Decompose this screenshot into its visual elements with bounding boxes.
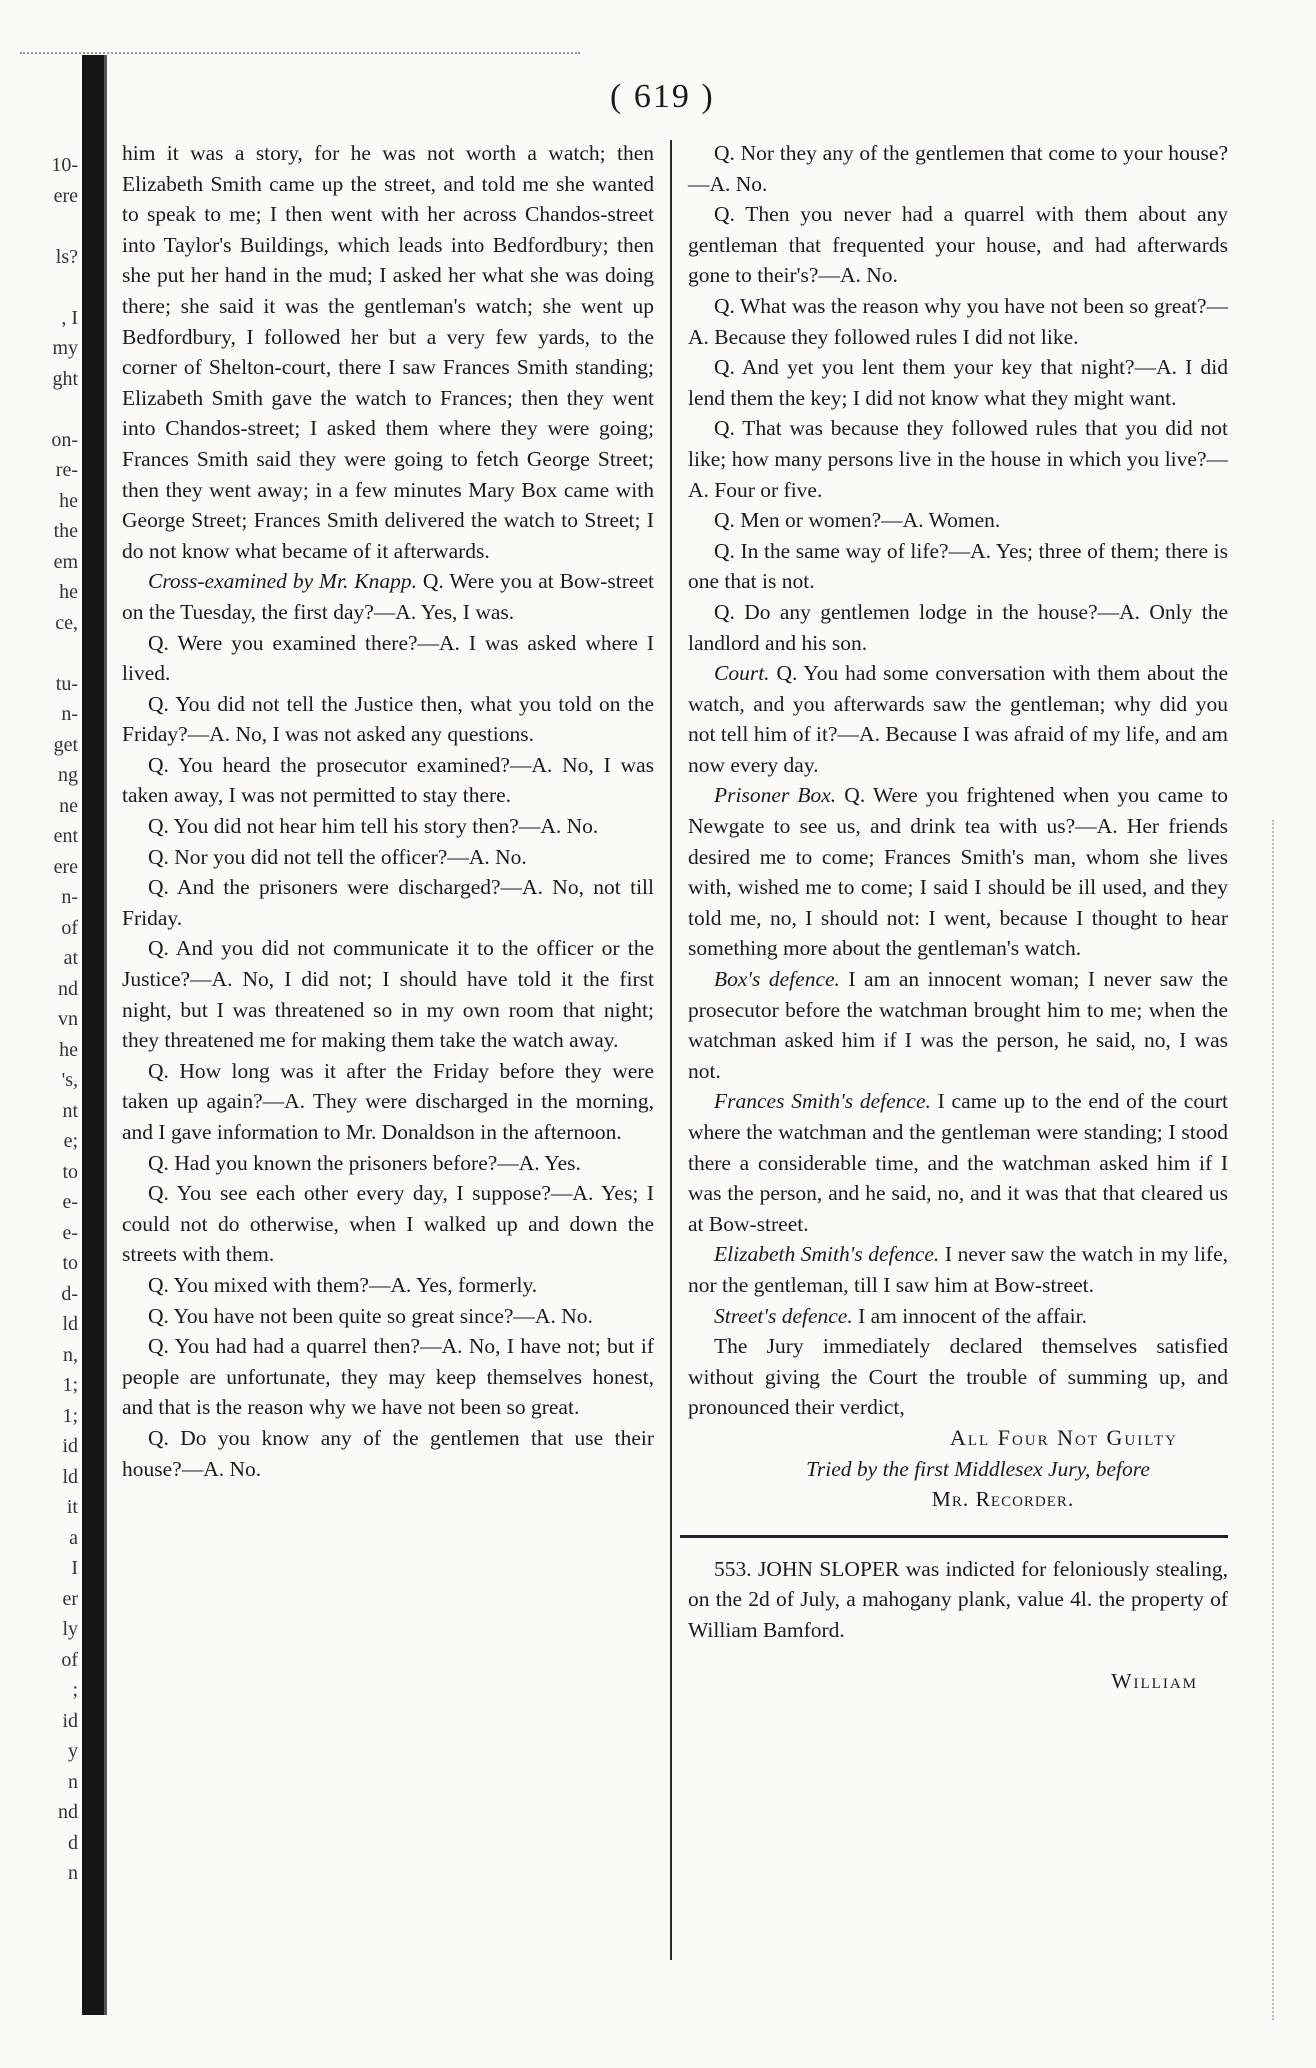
left-paragraph-text: Q. You mixed with them?—A. Yes, formerly. — [148, 1272, 538, 1297]
bleed-fragment: it — [66, 1496, 78, 1518]
bleed-fragment: ls? — [55, 245, 78, 268]
bleed-fragment: e- — [62, 1191, 78, 1213]
left-paragraph-text: Q. You did not hear him tell his story then?—A. No. — [148, 814, 599, 839]
bleed-fragment: id — [62, 1709, 78, 1732]
bleed-fragment: ent — [53, 825, 78, 847]
left-paragraph-text: Q. You did not tell the Justice then, what you told on the Friday?—A. No, I was not asked any questions. — [122, 691, 654, 747]
bleed-fragment: a — [69, 1526, 78, 1549]
right-paragraph — [688, 291, 1228, 352]
column-divider — [670, 140, 672, 1960]
left-paragraph-text: Q. Had you known the prisoners before?—A. Yes. — [148, 1150, 581, 1175]
right-paragraph — [688, 1331, 1228, 1423]
bleed-fragment: 10- — [51, 154, 78, 176]
bleed-fragment: 1; — [62, 1404, 78, 1427]
right-paragraph-text: I never saw the watch in my life, nor the gentleman, till I saw him at Bow-street. — [688, 1242, 1229, 1297]
bleed-fragment: 1; — [62, 1374, 78, 1396]
bleed-fragment: he — [59, 1038, 78, 1061]
bleed-through-margin — [22, 150, 78, 1889]
left-paragraph — [122, 933, 654, 1055]
bleed-fragment: n, — [63, 1343, 78, 1366]
left-paragraph — [122, 842, 654, 873]
book-spine-shadow — [82, 55, 104, 2015]
left-paragraph-text: Q. You see each other every day, I suppose?—A. Yes; I could not do otherwise, when I walked up and down the streets with them. — [122, 1181, 654, 1267]
left-paragraph-text: him it was a story, for he was not worth a watch; then Elizabeth Smith came up the street, and told me she wanted to speak to me; I then went with her across Chandos-street into Taylor's Buildings, which leads into Bedfordbury; then she put her hand in the mud; I asked her what she was doing there; she said it was the gentleman's watch; she went up Bedfordbury, I followed her but a very few yards, to the corner of Shelton-court, there I saw Frances Smith standing; Elizabeth Smith gave the watch to Frances; then they went into Chandos-street; I asked them where they were going; Frances Smith said they were going to fetch George Street; then they went away; in a few minutes Mary Box came with George Street; Frances Smith delivered the watch to Street; I do not know what became of it afterwards. — [122, 141, 654, 563]
bleed-fragment — [22, 272, 78, 303]
bleed-fragment: at — [63, 947, 78, 969]
right-paragraph-text: I am an innocent woman; I never saw the prosecutor before the watchman brought him to me; when the watchman asked him if I was the person, he said, no, I was not. — [688, 967, 1228, 1083]
book-spine-edge — [104, 55, 107, 2015]
right-paragraph — [688, 1239, 1228, 1300]
bleed-fragment: ; — [72, 1679, 78, 1701]
left-paragraph-text: Q. And you did not communicate it to the officer or the Justice?—A. No, I did not; I should have told it the first night, but I was threatened so in my own room that night; they threatened me for making them take the watch away. — [122, 936, 654, 1053]
right-speaker-lead: Frances Smith's defence. — [714, 1089, 931, 1114]
right-paragraph-text: Q. What was the reason why you have not been so great?—A. Because they followed rules I did not like. — [688, 293, 1228, 349]
bleed-fragment: d- — [61, 1282, 78, 1305]
left-column — [122, 138, 654, 1484]
page-number: ( 619 ) — [610, 78, 715, 115]
left-paragraph — [122, 689, 654, 750]
bleed-fragment: ere — [53, 184, 78, 207]
recorder-text: Mr. Recorder. — [931, 1487, 1075, 1512]
bleed-fragment: nd — [58, 977, 78, 1000]
left-paragraph — [122, 1423, 654, 1484]
bleed-fragment: n- — [61, 703, 78, 725]
right-paragraph-text: Q. Do any gentlemen lodge in the house?—A. Only the landlord and his son. — [688, 599, 1228, 655]
bleed-fragment: I — [71, 1557, 78, 1579]
bleed-fragment: nd — [58, 1801, 78, 1823]
right-column-paragraphs — [688, 138, 1228, 1423]
right-paragraph-text: Q. Then you never had a quarrel with them about any gentleman that frequented your house, and had afterwards gone to their's?—A. No. — [688, 202, 1228, 288]
bleed-fragment: ng — [58, 764, 78, 786]
left-paragraph-text: Q. How long was it after the Friday before they were taken up again?—A. They were discharged in the morning, and I gave information to Mr. Donaldson in the afternoon. — [122, 1058, 654, 1144]
bleed-fragment — [22, 638, 78, 669]
scan-noise-right — [1272, 820, 1284, 2020]
right-paragraph — [688, 536, 1228, 597]
tried-by: Tried by the first Middlesex Jury, before — [806, 1456, 1150, 1481]
bleed-fragment: n — [68, 1770, 78, 1793]
left-paragraph-text: Q. You had had a quarrel then?—A. No, I have not; but if people are unfortunate, they may keep themselves honest, and that is the reason why we have not been so great. — [122, 1334, 654, 1420]
bleed-fragment: er — [62, 1587, 78, 1610]
left-paragraph-text: Q. You heard the prosecutor examined?—A. No, I was taken away, I was not permitted to stay there. — [122, 752, 654, 808]
bleed-fragment: ld — [62, 1313, 78, 1335]
left-paragraph — [122, 750, 654, 811]
right-speaker-lead: Street's defence. — [714, 1303, 853, 1328]
bleed-fragment: d — [68, 1831, 78, 1854]
bleed-fragment — [22, 394, 78, 425]
bleed-fragment: ne — [59, 794, 78, 817]
bleed-fragment: my — [52, 337, 78, 359]
left-paragraph-text: Q. Do you know any of the gentlemen that use their house?—A. No. — [122, 1425, 654, 1481]
right-paragraph — [688, 964, 1228, 1086]
right-paragraph — [688, 658, 1228, 780]
bleed-fragment: ld — [62, 1465, 78, 1488]
bleed-fragment: ere — [53, 855, 78, 878]
bleed-fragment: tu- — [55, 672, 78, 695]
left-paragraph — [122, 872, 654, 933]
right-paragraph-text: Q. You had some conversation with them about the watch, and you afterwards saw the gentleman; why did you not tell him of it?—A. Because I was afraid of my life, and am now every day. — [688, 661, 1228, 777]
bleed-fragment: the — [53, 520, 78, 542]
bleed-fragment: ght — [52, 367, 78, 390]
right-column — [688, 138, 1228, 1696]
left-paragraph — [122, 628, 654, 689]
right-paragraph-text: Q. Men or women?—A. Women. — [714, 508, 1001, 533]
right-paragraph — [688, 1086, 1228, 1239]
left-paragraph — [122, 1148, 654, 1179]
left-paragraph — [122, 566, 654, 627]
right-paragraph — [688, 352, 1228, 413]
case-divider-rule — [680, 1535, 1228, 1538]
bleed-fragment: nt — [62, 1099, 78, 1122]
bleed-fragment: e; — [63, 1130, 78, 1152]
bleed-fragment: get — [53, 733, 78, 756]
right-paragraph-text: Q. That was because they followed rules that you did not like; how many persons live in the house in which you live?—A. Four or five. — [688, 416, 1228, 502]
right-speaker-lead: Court. — [714, 661, 770, 686]
bleed-fragment: e- — [62, 1221, 78, 1244]
catchword: William — [1111, 1668, 1198, 1693]
bleed-fragment: on- — [51, 428, 78, 451]
next-case-heading: 553. JOHN SLOPER was indicted for feloniously stealing, on the 2d of July, a mahogany plank, value 4l. the property of William Bamford. — [688, 1556, 1228, 1642]
left-paragraph-text: Q. Were you examined there?—A. I was asked where I lived. — [122, 630, 654, 686]
right-paragraph — [688, 780, 1228, 964]
left-paragraph — [122, 811, 654, 842]
right-paragraph-text: I came up to the end of the court where the watchman and the gentleman were standing; I stood there a considerable time, and the watchman asked him if I was the person, and he said, no, and it was that that cleared us at Bow-street. — [688, 1089, 1228, 1236]
bleed-fragment: of — [61, 916, 78, 939]
right-paragraph-text: Q. In the same way of life?—A. Yes; three of them; there is one that is not. — [688, 538, 1228, 594]
left-paragraph-text: Q. And the prisoners were discharged?—A. No, not till Friday. — [122, 875, 654, 930]
left-paragraph-text: Q. Were you at Bow-street on the Tuesday, the first day?—A. Yes, I was. — [122, 569, 654, 624]
right-paragraph — [688, 505, 1228, 536]
bleed-fragment: n — [68, 1862, 78, 1884]
bleed-fragment: to — [62, 1252, 78, 1274]
bleed-fragment: em — [53, 550, 78, 573]
right-speaker-lead: Box's defence. — [714, 967, 840, 992]
left-paragraph — [122, 1178, 654, 1270]
bleed-fragment — [22, 211, 78, 242]
bleed-fragment: n- — [61, 886, 78, 908]
recorder — [688, 1484, 1228, 1515]
bleed-fragment: , I — [61, 306, 78, 329]
left-paragraph-text: Q. You have not been quite so great since?—A. No. — [148, 1303, 593, 1328]
bleed-fragment: ce, — [55, 611, 78, 634]
left-speaker-lead: Cross-examined by Mr. Knapp. — [148, 569, 417, 594]
left-paragraph — [122, 1270, 654, 1301]
bleed-fragment: to — [62, 1160, 78, 1183]
right-paragraph-text: I am innocent of the affair. — [852, 1303, 1087, 1328]
right-paragraph-text: Q. And yet you lent them your key that night?—A. I did lend them the key; I did not know what they might want. — [688, 355, 1228, 410]
verdict: All Four Not Guilty — [950, 1424, 1178, 1450]
right-paragraph-text: Q. Were you frightened when you came to Newgate to see us, and drink tea with us?—A. Her friends desired me to come; Frances Smith's man, whom she lives with, wished me to come; I said I should be ill used, and they told me, no, I should not: I went, because I thought to hear something more about the gentleman's watch. — [688, 783, 1228, 961]
bleed-fragment: 's, — [61, 1069, 78, 1091]
left-paragraph-text: Q. Nor you did not tell the officer?—A. No. — [148, 844, 527, 869]
bleed-fragment: he — [59, 489, 78, 512]
right-paragraph-text: Q. Nor they any of the gentlemen that come to your house?—A. No. — [688, 141, 1228, 196]
right-paragraph — [688, 597, 1228, 658]
right-speaker-lead: Elizabeth Smith's defence. — [714, 1242, 940, 1267]
bleed-fragment: vn — [58, 1008, 78, 1030]
bleed-fragment: re- — [55, 459, 78, 481]
right-paragraph — [688, 138, 1228, 199]
bleed-fragment: id — [62, 1435, 78, 1457]
bleed-fragment: ly — [62, 1618, 78, 1640]
right-paragraph — [688, 413, 1228, 505]
left-paragraph — [122, 138, 654, 566]
left-paragraph — [122, 1301, 654, 1332]
right-paragraph-text: The Jury immediately declared themselves satisfied without giving the Court the trouble of summing up, and pronounced their verdict, — [688, 1334, 1228, 1420]
right-paragraph — [688, 199, 1228, 291]
left-paragraph — [122, 1331, 654, 1423]
bleed-fragment: of — [61, 1648, 78, 1671]
bleed-fragment: y — [68, 1740, 78, 1762]
left-paragraph — [122, 1056, 654, 1148]
right-paragraph — [688, 1301, 1228, 1332]
right-speaker-lead: Prisoner Box. — [714, 783, 837, 808]
bleed-fragment: he — [59, 581, 78, 603]
